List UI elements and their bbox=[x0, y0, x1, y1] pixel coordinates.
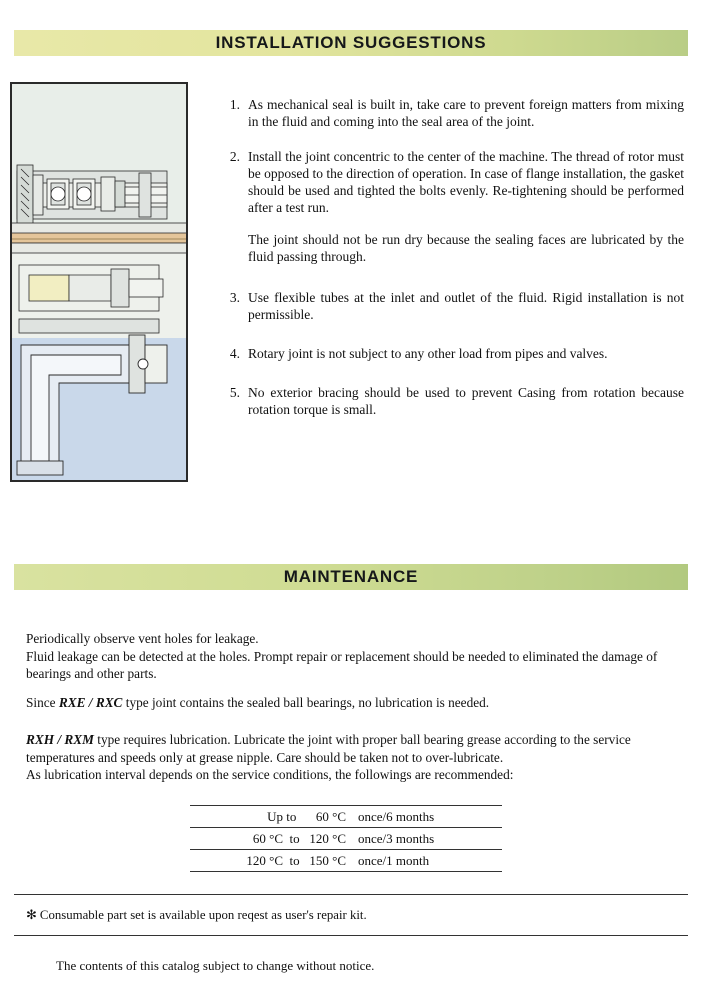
divider-bottom bbox=[14, 935, 688, 936]
installation-banner-title: INSTALLATION SUGGESTIONS bbox=[215, 33, 487, 52]
list-item-number: 2. bbox=[229, 149, 240, 164]
list-item-number: 3. bbox=[229, 290, 240, 305]
temperature-range: 120 °C to 150 °C bbox=[246, 853, 346, 868]
temperature-range: 60 °C to 120 °C bbox=[252, 831, 346, 846]
maintenance-line-4-post: type requires lubrication. Lubricate the joint with proper ball bearing grease according to the service temperatures and speeds only at grease nipple. Care should be taken not to over-lubricate. bbox=[26, 732, 631, 765]
list-item-body bbox=[248, 345, 684, 362]
list-item-paragraph: Rotary joint is not subject to any other load from pipes and valves. bbox=[248, 346, 608, 361]
lubrication-interval: once/6 months bbox=[358, 809, 435, 824]
cutaway-diagram-graphic bbox=[11, 83, 187, 481]
lubrication-interval-table bbox=[190, 805, 502, 872]
consumable-part-note: ✻ Consumable part set is available upon reqest as user's repair kit. bbox=[26, 908, 367, 922]
installation-suggestions-list bbox=[218, 96, 684, 436]
maintenance-line-3-pre: Since bbox=[26, 694, 59, 710]
list-item-paragraph: The joint should not be run dry because the sealing faces are lubricated by the fluid passing through. bbox=[248, 232, 684, 264]
joint-type-rxh-rxm: RXH / RXM bbox=[26, 732, 94, 747]
maintenance-body bbox=[26, 630, 676, 784]
divider-top bbox=[14, 894, 688, 895]
installation-section-banner bbox=[14, 30, 688, 56]
temperature-range: Up to 60 °C bbox=[267, 809, 346, 824]
list-item bbox=[218, 96, 684, 130]
table-row bbox=[190, 828, 502, 850]
maintenance-line-3 bbox=[26, 694, 676, 712]
rotary-joint-cutaway-diagram bbox=[10, 82, 188, 482]
table-row bbox=[190, 850, 502, 872]
list-item-body bbox=[248, 96, 684, 130]
list-item bbox=[218, 345, 684, 362]
joint-type-rxe-rxc: RXE / RXC bbox=[58, 694, 123, 710]
list-item-number: 5. bbox=[229, 385, 240, 400]
maintenance-line-3-post: type joint contains the sealed ball bearings, no lubrication is needed. bbox=[122, 694, 490, 710]
maintenance-banner-title: MAINTENANCE bbox=[283, 567, 419, 586]
list-item bbox=[218, 384, 684, 418]
maintenance-line-1: Periodically observe vent holes for leakage. bbox=[26, 631, 259, 646]
maintenance-line-5: As lubrication interval depends on the service conditions, the followings are recommended: bbox=[26, 767, 514, 782]
list-item-paragraph: No exterior bracing should be used to prevent Casing from rotation because rotation torque is small. bbox=[248, 385, 684, 417]
maintenance-section-banner bbox=[14, 564, 688, 590]
list-item bbox=[218, 289, 684, 323]
lubrication-interval: once/3 months bbox=[358, 831, 435, 846]
list-item-number: 4. bbox=[229, 346, 240, 361]
table-row bbox=[190, 806, 502, 828]
maintenance-line-4 bbox=[26, 731, 676, 766]
maintenance-line-2: Fluid leakage can be detected at the holes. Prompt repair or replacement should be needed to eliminated the damage of bearings and other parts. bbox=[26, 648, 658, 681]
list-item-paragraph: As mechanical seal is built in, take care to prevent foreign matters from mixing in the fluid and coming into the seal area of the joint. bbox=[248, 97, 684, 129]
list-item-body bbox=[248, 148, 684, 265]
catalog-disclaimer: The contents of this catalog subject to change without notice. bbox=[56, 958, 375, 973]
list-item-number: 1. bbox=[229, 97, 240, 112]
lubrication-interval: once/1 month bbox=[358, 853, 430, 868]
list-item-paragraph: Use flexible tubes at the inlet and outlet of the fluid. Rigid installation is not permissible. bbox=[248, 290, 684, 322]
list-item-paragraph: Install the joint concentric to the center of the machine. The thread of rotor must be opposed to the direction of operation. In case of flange installation, the gasket should be used and tighted the bolts evenly. Re-tightening should be performed after a test run. bbox=[248, 149, 684, 215]
list-item-body bbox=[248, 289, 684, 323]
list-item bbox=[218, 148, 684, 265]
list-item-body bbox=[248, 384, 684, 418]
